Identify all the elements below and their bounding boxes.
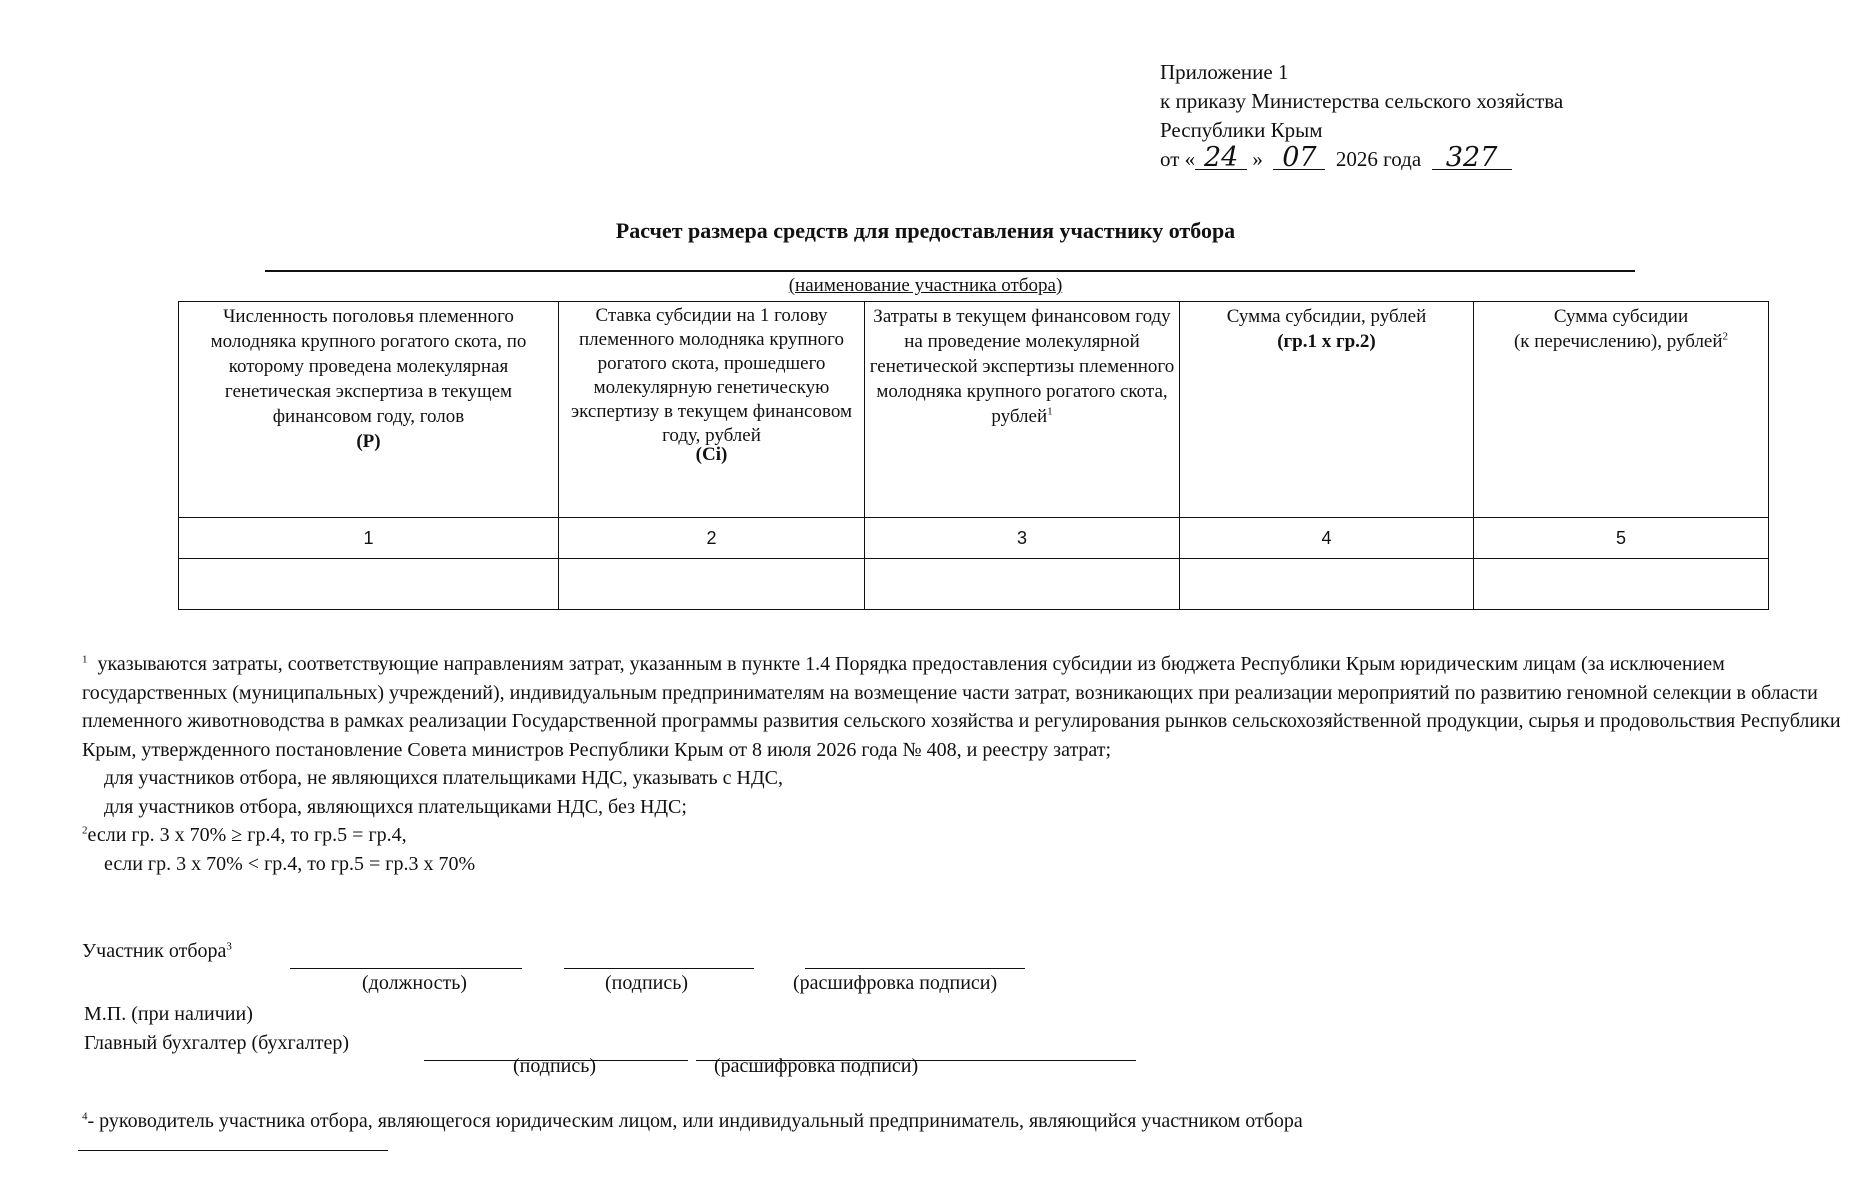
caption-decode-2: (расшифровка подписи) (714, 1055, 919, 1077)
col-number-1: 1 (179, 518, 559, 559)
col-header-subsidy-sum: Сумма субсидии, рублей (гр.1 х гр.2) (1180, 302, 1474, 518)
participant-name-line (265, 270, 1635, 272)
participant-name-caption: (наименование участника отбора) (788, 275, 1063, 296)
caption-position: (должность) (362, 972, 467, 994)
table-number-row (179, 518, 1769, 559)
vat-note-2: для участников отбора, являющихся плательщиками НДС, без НДС; (104, 795, 687, 818)
appendix-date-line (1160, 142, 1563, 174)
appendix-republic: Республики Крым (1160, 118, 1323, 142)
cell-livestock-count[interactable] (179, 559, 559, 610)
table-header-row (179, 302, 1769, 518)
calculation-table (178, 301, 1769, 610)
col-header-expenses: Затраты в текущем финансовом году на проведение молекулярной генетической экспертизы племенного молодняка крупного рогатого скота, рублей$^1$ (865, 302, 1180, 518)
table-data-row (179, 559, 1769, 610)
cell-subsidy-sum[interactable] (1180, 559, 1474, 610)
footnote-1: $^1$ указываются затраты, соответствующие направлениям затрат, указанным в пункте 1.4 Порядка предоставления субсидии из бюджета Республики Крым юридическим лицам (за исключением государственных (муниципальных) учреждений), индивидуальным предпринимателям на возмещение части затрат, возникающих при реализации мероприятий по развитию геномной селекции в области племенного животноводства в рамках реализации Государственной программы развития сельского хозяйства и регулирования рынков сельскохозяйственной продукции, сырья и продовольствия Республики Крым, утвержденного постановление Совета министров Республики Крым от 8 июля 2026 года № 408, и реестру затрат; (82, 653, 1841, 761)
caption-signature-2: (подпись) (513, 1055, 597, 1077)
handwritten-day: 24 (1195, 147, 1247, 170)
footnote-2a: $^2$если гр. 3 х 70% ≥ гр.4, то гр.5 = гр.4, (82, 824, 407, 846)
caption-signature: (подпись) (605, 972, 689, 994)
handwritten-order-number: 327 (1432, 147, 1512, 170)
caption-decode: (расшифровка подписи) (793, 972, 998, 994)
date-prefix: от « (1160, 147, 1196, 171)
handwritten-month: 07 (1273, 147, 1325, 170)
col-number-3: 3 (865, 518, 1180, 559)
accountant-label: Главный бухгалтер (бухгалтер) (84, 1032, 350, 1054)
participant-label: Участник отбора (82, 940, 227, 962)
footnotes-block (82, 650, 1842, 878)
footnote-separator (78, 1150, 388, 1151)
appendix-header (1160, 58, 1563, 174)
date-year: 2026 года (1335, 147, 1422, 171)
col-number-5: 5 (1474, 518, 1769, 559)
appendix-title: Приложение 1 (1160, 60, 1289, 84)
col-header-subsidy-transfer: Сумма субсидии (к перечислению), рублей$^2$ (1474, 302, 1769, 518)
col-number-4: 4 (1180, 518, 1474, 559)
footnote-4: $^4$- руководитель участника отбора, являющегося юридическим лицом, или индивидуальный предприниматель, являющийся участником отбора (82, 1110, 1303, 1132)
stamp-label: М.П. (при наличии) (84, 1003, 253, 1025)
col-header-livestock-count: Численность поголовья племенного молодняка крупного рогатого скота, по которому проведена молекулярная генетическая экспертиза в текущем финансовом году, голов (Р) (179, 302, 559, 518)
decode-blank[interactable] (805, 948, 1025, 969)
signature-blank[interactable] (564, 948, 754, 969)
document-title: Расчет размера средств для предоставления участнику отбора (615, 218, 1236, 243)
col-number-2: 2 (559, 518, 865, 559)
cell-expenses[interactable] (865, 559, 1180, 610)
appendix-order-ref: к приказу Министерства сельского хозяйства (1160, 89, 1564, 113)
col-header-subsidy-rate: Ставка субсидии на 1 голову племенного молодняка крупного рогатого скота, прошедшего молекулярную генетическую экспертизу в текущем финансовом году, рублей (Ci) (559, 302, 865, 518)
vat-note-1: для участников отбора, не являющихся плательщиками НДС, указывать с НДС, (104, 767, 783, 789)
participant-signature-line: Участник отбора$^3$ (82, 940, 232, 962)
cell-subsidy-transfer[interactable] (1474, 559, 1769, 610)
date-mid: » (1252, 147, 1263, 171)
position-blank[interactable] (290, 948, 522, 969)
footnote-2b: если гр. 3 х 70% < гр.4, то гр.5 = гр.3 х 70% (104, 852, 476, 875)
cell-subsidy-rate[interactable] (559, 559, 865, 610)
